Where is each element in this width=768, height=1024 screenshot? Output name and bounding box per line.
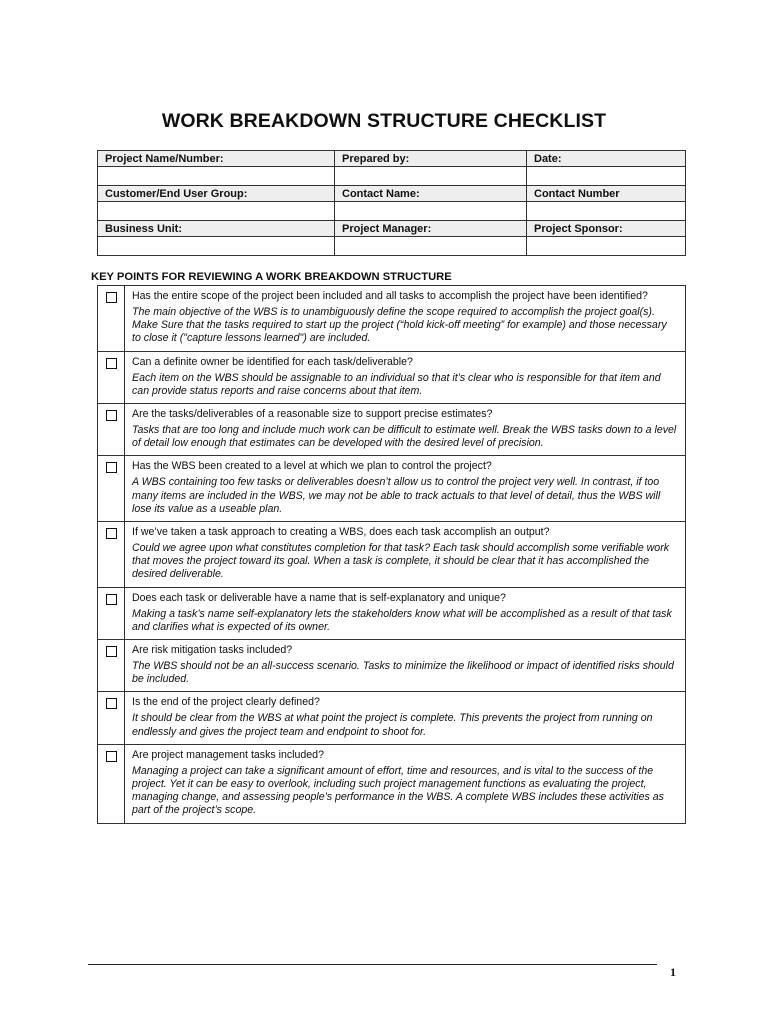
checklist-row: [98, 456, 686, 522]
checklist-row: [98, 351, 686, 403]
checklist-detail: Managing a project can take a significant amount of effort, time and resources, and is vital to the success of the project. Yet it can be easy to overlook, including such project management functions as evaluating the project, managing change, and assessing people’s performance in the WBS. A complete WBS includes these activities as part of the project’s scope.: [132, 764, 664, 817]
checklist-question: Are project management tasks included?: [132, 748, 324, 761]
checklist-table: [97, 285, 686, 824]
checklist-detail: A WBS containing too few tasks or deliverables doesn’t allow us to control the project very well. In contrast, if too many items are included in the WBS, we may not be able to track actuals to that level of detail, thus the WBS will lose its value as a useable plan.: [132, 476, 661, 515]
prepared-by-label: Prepared by:: [335, 151, 527, 167]
project-sponsor-field[interactable]: [527, 237, 686, 256]
checklist-row: [98, 404, 686, 456]
checklist-row: [98, 286, 686, 352]
project-info-table: [97, 150, 686, 256]
customer-group-label: Customer/End User Group:: [98, 186, 335, 202]
checklist-detail: The main objective of the WBS is to unambiguously define the scope required to accomplish the project goal(s). Make Sure that the tasks required to start up the project (“hold kick-off meeting” for example) and those necessary to close it ("capture lessons learned") are included.: [132, 306, 667, 345]
checklist-row: [98, 522, 686, 588]
contact-number-field[interactable]: [527, 202, 686, 221]
contact-number-label: Contact Number: [527, 186, 686, 202]
checkbox[interactable]: [106, 751, 117, 762]
checkbox[interactable]: [106, 698, 117, 709]
checklist-question: If we’ve taken a task approach to creating a WBS, does each task accomplish an output?: [132, 526, 550, 539]
business-unit-field[interactable]: [98, 237, 335, 256]
checklist-question: Can a definite owner be identified for each task/deliverable?: [132, 355, 413, 368]
checklist-detail: Making a task’s name self-explanatory lets the stakeholders know what will be accomplished as a result of that task and clarifies what is expected of its owner.: [132, 607, 672, 633]
date-label: Date:: [527, 151, 686, 167]
project-manager-label: Project Manager:: [335, 221, 527, 237]
project-name-field[interactable]: [98, 167, 335, 186]
contact-name-label: Contact Name:: [335, 186, 527, 202]
footer-divider: [88, 964, 657, 965]
customer-group-field[interactable]: [98, 202, 335, 221]
checkbox[interactable]: [106, 410, 117, 421]
checklist-row: [98, 587, 686, 639]
project-name-label: Project Name/Number:: [98, 151, 335, 167]
checklist-question: Has the WBS been created to a level at which we plan to control the project?: [132, 460, 492, 473]
checkbox[interactable]: [106, 646, 117, 657]
checklist-question: Are risk mitigation tasks included?: [132, 644, 293, 657]
checkbox[interactable]: [106, 462, 117, 473]
checklist-detail: Tasks that are too long and include much work can be difficult to estimate well. Break the WBS tasks down to a level of detail low enough that estimates can be developed with the desired level of precision.: [132, 424, 677, 450]
checklist-row: [98, 692, 686, 744]
checkbox[interactable]: [106, 594, 117, 605]
checklist-row: [98, 640, 686, 692]
document-title: WORK BREAKDOWN STRUCTURE CHECKLIST: [161, 110, 607, 132]
checkbox[interactable]: [106, 292, 117, 303]
project-manager-field[interactable]: [335, 237, 527, 256]
checklist-detail: It should be clear from the WBS at what point the project is complete. This prevents the project from running on endlessly and gives the project team and endpoint to shoot for.: [132, 712, 653, 738]
contact-name-field[interactable]: [335, 202, 527, 221]
prepared-by-field[interactable]: [335, 167, 527, 186]
section-heading: KEY POINTS FOR REVIEWING A WORK BREAKDOWN STRUCTURE: [91, 271, 452, 283]
business-unit-label: Business Unit:: [98, 221, 335, 237]
checklist-detail: Each item on the WBS should be assignable to an individual so that it’s clear who is responsible for that item and can provide status reports and raise concerns about that item.: [132, 371, 661, 397]
checklist-detail: The WBS should not be an all-success scenario. Tasks to minimize the likelihood or impact of identified risks should be included.: [132, 660, 674, 686]
checklist-row: [98, 744, 686, 823]
checklist-question: Has the entire scope of the project been included and all tasks to accomplish the project have been identified?: [132, 290, 648, 302]
project-sponsor-label: Project Sponsor:: [527, 221, 686, 237]
checklist-question: Are the tasks/deliverables of a reasonable size to support precise estimates?: [132, 408, 493, 421]
date-field[interactable]: [527, 167, 686, 186]
checklist-question: Is the end of the project clearly defined?: [132, 696, 320, 709]
checkbox[interactable]: [106, 358, 117, 369]
checklist-detail: Could we agree upon what constitutes completion for that task? Each task should accomplish some verifiable work that moves the project toward its goal. When a task is complete, it should be clear that it has accomplished the desired deliverable.: [132, 542, 670, 581]
checklist-question: Does each task or deliverable have a name that is self-explanatory and unique?: [132, 591, 506, 604]
checkbox[interactable]: [106, 528, 117, 539]
page-number: 1: [670, 965, 676, 979]
